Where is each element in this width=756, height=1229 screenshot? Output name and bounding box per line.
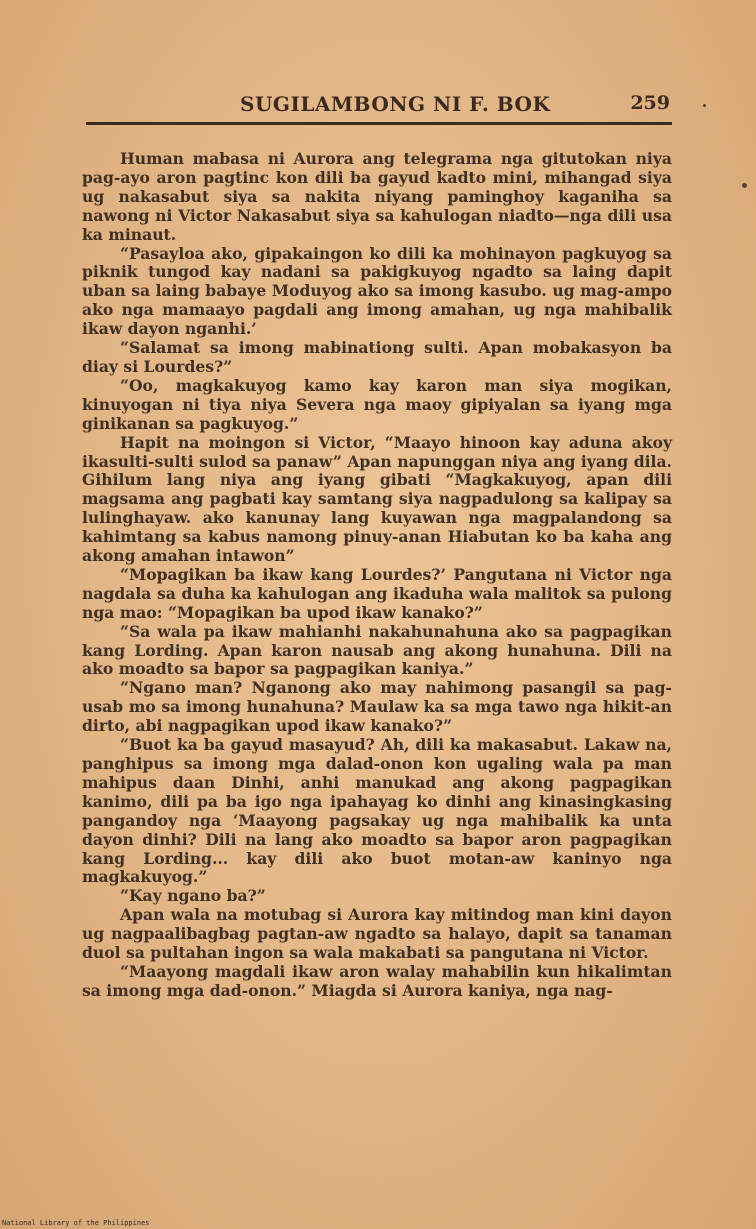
paragraph: “Buot ka ba gayud masayud? Ah, dili ka makasabut. Lakaw na, panghipus sa imong mga dalad-onon kon ugaling wala pa man mahipus daan Dinhi, anhi manukad ang akong pagpagikan kanimo, dili pa ba igo nga ipahayag ko dinhi ang kinasingkasing pangandoy nga ‘Maayong pagsakay ug nga mahibalik ka unta dayon dinhi? Dili na lang ako moadto sa bapor aron pagpagikan kang Lording... kay dili ako buot motan-aw kaninyo nga magkakuyog.”	[82, 735, 672, 887]
running-title: SUGILAMBONG NI F. BOK	[240, 92, 551, 116]
page-number: 259	[630, 92, 670, 114]
paragraph: “Mopagikan ba ikaw kang Lourdes?’ Pangutana ni Victor nga nagdala sa duha ka kahulogan ang ikaduha wala malitok sa pulong nga mao: “Mopagikan ba upod ikaw kanako?”	[82, 564, 672, 622]
library-credit: National Library of the Philippines	[2, 1219, 150, 1227]
paper-speck	[703, 104, 706, 107]
paragraph: “Salamat sa imong mabinationg sulti. Apan mobakasyon ba diay si Lourdes?”	[82, 338, 672, 376]
page-header	[86, 86, 680, 120]
paragraph: “Oo, magkakuyog kamo kay karon man siya mogikan, kinuyogan ni tiya niya Severa nga maoy gipiyalan sa iyang mga ginikanan sa pagkuyog.”	[82, 375, 672, 433]
paragraph: Hapit na moingon si Victor, “Maayo hinoon kay aduna akoy ikasulti-sulti sulod sa panaw” Apan napunggan niya ang iyang dila. Gihilum lang niya ang iyang gibati “Magkakuyog, apan dili magsama ang pagbati kay samtang siya nagpadulong sa kalipay sa lulinghayaw. ako kanunay lang kuyawan nga magpalandong sa kahimtang sa kabus namong pinuy-anan Hiabutan ko ba kaha ang akong amahan intawon”	[82, 432, 672, 566]
paragraph: “Kay ngano ba?”	[120, 886, 266, 906]
paragraph: “Pasayloa ako, gipakaingon ko dili ka mohinayon pagkuyog sa piknik tungod kay nadani sa pakigkuyog ngadto sa laing dapit uban sa laing babaye Moduyog ako sa imong kasubo. ug mag-ampo ako nga mamaayo pagdali ang imong amahan, ug nga mahibalik ikaw dayon nganhi.’	[82, 243, 672, 339]
paragraph: “Ngano man? Nganong ako may nahimong pasangil sa pag-usab mo sa imong hunahuna? Maulaw ka sa mga tawo nga hikit-an dirto, abi nagpagikan upod ikaw kanako?”	[82, 678, 672, 736]
paragraph: “Maayong magdali ikaw aron walay mahabilin kun hikalimtan sa imong mga dad-onon.” Miagda si Aurora kaniya, nga nag-	[82, 961, 672, 1000]
paper-speck	[742, 183, 747, 188]
header-rule	[86, 122, 672, 125]
paragraph: “Sa wala pa ikaw mahianhi nakahunahuna ako sa pagpagikan kang Lording. Apan karon nausab ang akong hunahuna. Dili na ako moadto sa bapor sa pagpagikan kaniya.”	[82, 621, 672, 679]
paragraph: Apan wala na motubag si Aurora kay mitindog man kini dayon ug nagpaalibagbag pagtan-aw ngadto sa halayo, dapit sa tanaman duol sa pultahan ingon sa wala makabati sa pangutana ni Victor.	[82, 905, 672, 963]
body-text	[82, 150, 672, 1001]
paragraph: Human mabasa ni Aurora ang telegrama nga gitutokan niya pag-ayo aron pagtinc kon dili ba gayud kadto mini, mihangad siya ug nakasabut siya sa nakita niyang paminghoy kaganiha sa nawong ni Victor Nakasabut siya sa kahulogan niadto—nga dili usa ka minaut.	[82, 149, 672, 244]
